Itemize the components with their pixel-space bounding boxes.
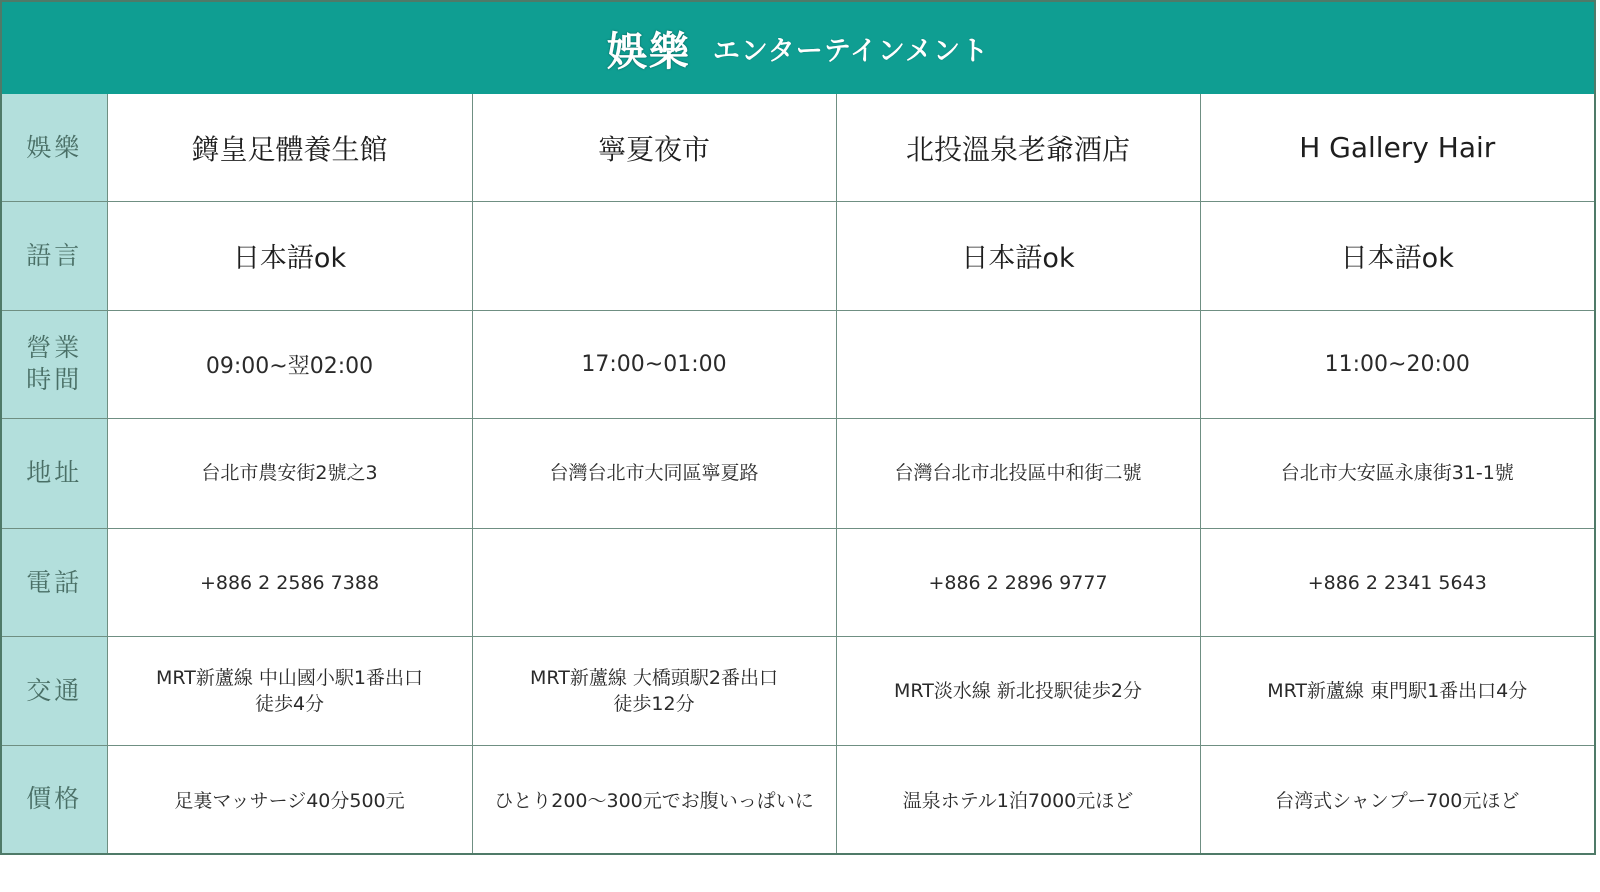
place-price-3: 温泉ホテル1泊7000元ほど [836,745,1200,853]
row-label-transit: 交通 [2,637,107,746]
table-row-price [2,745,1594,853]
place-phone-1: +886 2 2586 7388 [107,528,472,637]
place-phone-2 [472,528,836,637]
place-transit-1-line2: 徒歩4分 [254,693,325,716]
place-name-3: 北投溫泉老爺酒店 [836,94,1200,202]
entertainment-table [2,94,1594,853]
table-row-address [2,419,1594,529]
place-language-1: 日本語ok [107,202,472,311]
place-hours-1: 09:00~翌02:00 [107,310,472,419]
row-label-address: 地址 [2,419,107,529]
place-name-1: 鐏皇足體養生館 [107,94,472,202]
header-subtitle: エンターテインメント [712,35,990,67]
row-label-phone: 電話 [2,528,107,637]
place-transit-3 [836,637,1200,746]
place-language-2 [472,202,836,311]
place-language-4: 日本語ok [1200,202,1594,311]
place-price-2: ひとり200〜300元でお腹いっぱいに [472,745,836,853]
row-label-hours-line2: 時間 [26,365,83,395]
place-name-2: 寧夏夜市 [472,94,836,202]
place-phone-3: +886 2 2896 9777 [836,528,1200,637]
place-hours-4: 11:00~20:00 [1200,310,1594,419]
place-transit-2-line1: MRT新蘆線 大橋頭駅2番出口 [530,667,778,690]
place-hours-2: 17:00~01:00 [472,310,836,419]
place-transit-1-line1: MRT新蘆線 中山國小駅1番出口 [156,667,423,690]
table-row-hours [2,310,1594,419]
place-address-2: 台灣台北市大同區寧夏路 [472,419,836,529]
header-title: 娛樂 [606,28,691,75]
row-label-name: 娛樂 [2,94,107,202]
place-transit-4-line1: MRT新蘆線 東門駅1番出口4分 [1267,680,1528,703]
place-language-3: 日本語ok [836,202,1200,311]
place-address-3: 台灣台北市北投區中和街二號 [836,419,1200,529]
table-header [2,2,1594,94]
place-address-1: 台北市農安街2號之3 [107,419,472,529]
place-transit-2 [472,637,836,746]
table-row-language [2,202,1594,311]
row-label-hours-line1: 營業 [26,333,83,363]
place-transit-3-line1: MRT淡水線 新北投駅徒歩2分 [894,680,1142,703]
row-label-language: 語言 [2,202,107,311]
place-phone-4: +886 2 2341 5643 [1200,528,1594,637]
row-label-hours [2,310,107,419]
place-price-1: 足裏マッサージ40分500元 [107,745,472,853]
row-label-price: 價格 [2,745,107,853]
place-name-4: H Gallery Hair [1200,94,1594,202]
place-transit-1 [107,637,472,746]
place-transit-4 [1200,637,1594,746]
table-row-name [2,94,1594,202]
table-row-transit [2,637,1594,746]
place-transit-2-line2: 徒歩12分 [613,693,695,716]
place-hours-3 [836,310,1200,419]
table-row-phone [2,528,1594,637]
place-price-4: 台湾式シャンプー700元ほど [1200,745,1594,853]
place-address-4: 台北市大安區永康街31-1號 [1200,419,1594,529]
